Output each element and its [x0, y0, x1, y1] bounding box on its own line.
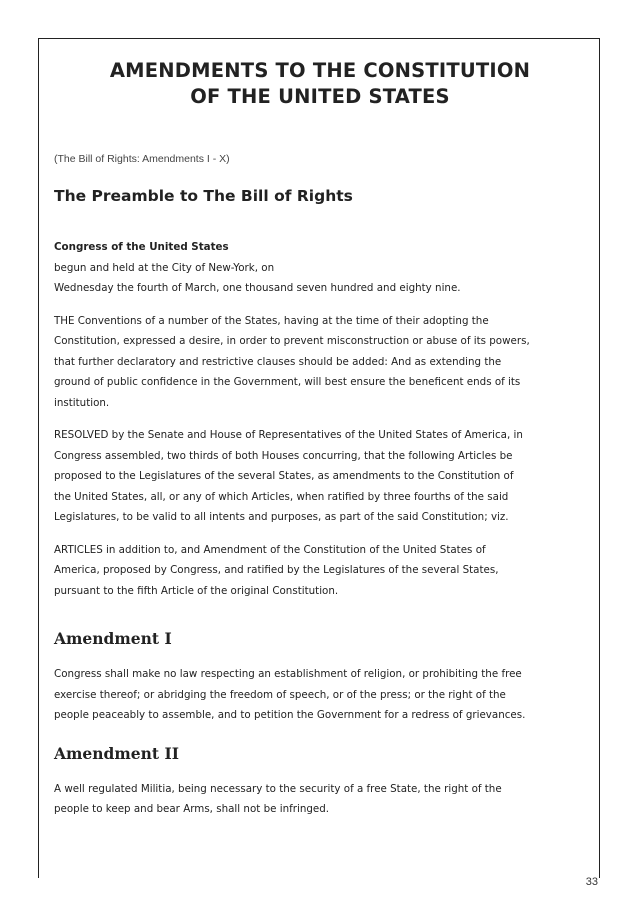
subtitle: (The Bill of Rights: Amendments I - X) [54, 153, 230, 165]
resolved-line: RESOLVED by the Senate and House of Representatives of the United States of America, in [54, 429, 523, 441]
resolved-line: proposed to the Legislatures of the several States, as amendments to the Constitution of [54, 470, 514, 482]
articles-line: pursuant to the fifth Article of the original Constitution. [54, 584, 339, 597]
conventions-line: THE Conventions of a number of the States, having at the time of their adopting the [54, 314, 489, 327]
conventions-line: that further declaratory and restrictive clauses should be added: And as extending the [54, 355, 502, 368]
articles-paragraph [54, 540, 586, 602]
articles-line: America, proposed by Congress, and ratified by the Legislatures of the several States, [54, 564, 499, 576]
page-title-line-2: OF THE UNITED STATES [190, 85, 450, 108]
articles-line: ARTICLES in addition to, and Amendment of the Constitution of the United States of [54, 543, 486, 556]
amendment-2-line: people to keep and bear Arms, shall not be infringed. [54, 803, 330, 815]
resolved-line: the United States, all, or any of which Articles, when ratified by three fourths of the said [54, 490, 509, 503]
resolved-line: Legislatures, to be valid to all intents and purposes, as part of the said Constitution; viz. [54, 511, 509, 523]
amendment-1-line: people peaceably to assemble, and to petition the Government for a redress of grievances. [54, 709, 526, 721]
resolved-line: Congress assembled, two thirds of both Houses concurring, that the following Articles be [54, 449, 513, 462]
conventions-line: institution. [54, 396, 110, 409]
page-content [54, 58, 586, 820]
amendment-2-line: A well regulated Militia, being necessary to the security of a free State, the right of the [54, 782, 502, 795]
page-number: 33 [585, 876, 598, 888]
conventions-line: Constitution, expressed a desire, in order to prevent misconstruction or abuse of its powers, [54, 335, 530, 347]
amendment-1-line: exercise thereof; or abridging the freedom of speech, or of the press; or the right of the [54, 688, 506, 701]
congress-paragraph [54, 237, 586, 299]
resolved-paragraph [54, 425, 586, 528]
amendment-2-heading: Amendment II [54, 743, 179, 763]
congress-line-3: Wednesday the fourth of March, one thousand seven hundred and eighty nine. [54, 282, 461, 294]
preamble-heading: The Preamble to The Bill of Rights [54, 187, 353, 205]
amendment-1-heading: Amendment I [54, 629, 172, 648]
congress-lead: Congress of the United States [54, 241, 229, 253]
amendment-1-text [54, 664, 586, 726]
conventions-paragraph [54, 311, 586, 414]
amendment-2-text [54, 779, 586, 820]
amendment-1-line: Congress shall make no law respecting an establishment of religion, or prohibiting the free [54, 668, 522, 680]
page-title [54, 58, 586, 110]
congress-line-2: begun and held at the City of New-York, on [54, 261, 275, 274]
conventions-line: ground of public confidence in the Government, will best ensure the beneficent ends of its [54, 376, 521, 388]
page-title-line-1: AMENDMENTS TO THE CONSTITUTION [109, 59, 531, 82]
